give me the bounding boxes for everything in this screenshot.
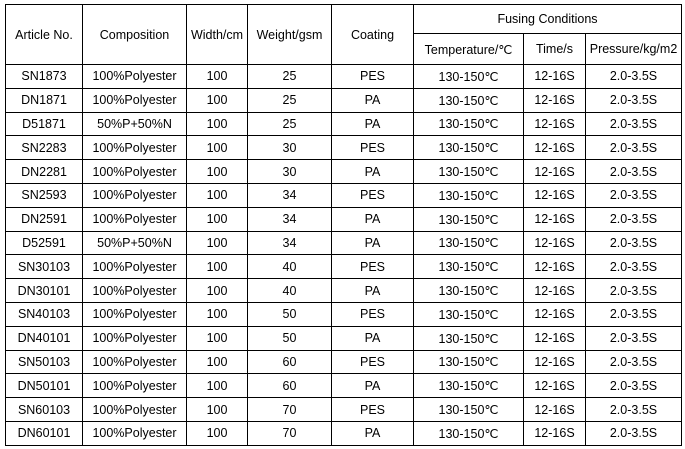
cell-temperature: 130-150℃ <box>414 421 524 445</box>
header-coating: Coating <box>332 5 414 65</box>
cell-article-no: SN2593 <box>6 183 83 207</box>
header-pressure: Pressure/kg/m2 <box>586 34 682 65</box>
cell-width: 100 <box>187 421 248 445</box>
cell-coating: PA <box>332 112 414 136</box>
header-temperature: Temperature/℃ <box>414 34 524 65</box>
cell-coating: PES <box>332 255 414 279</box>
cell-time: 12-16S <box>524 136 586 160</box>
table-row <box>6 136 682 160</box>
cell-weight: 34 <box>248 207 332 231</box>
cell-composition: 100%Polyester <box>83 421 187 445</box>
cell-temperature: 130-150℃ <box>414 302 524 326</box>
cell-article-no: SN2283 <box>6 136 83 160</box>
cell-coating: PES <box>332 302 414 326</box>
cell-pressure: 2.0-3.5S <box>586 207 682 231</box>
cell-width: 100 <box>187 112 248 136</box>
cell-coating: PA <box>332 207 414 231</box>
cell-composition: 100%Polyester <box>83 88 187 112</box>
cell-article-no: SN40103 <box>6 302 83 326</box>
cell-weight: 70 <box>248 421 332 445</box>
table-row <box>6 183 682 207</box>
cell-time: 12-16S <box>524 302 586 326</box>
cell-pressure: 2.0-3.5S <box>586 279 682 303</box>
cell-temperature: 130-150℃ <box>414 231 524 255</box>
cell-weight: 30 <box>248 160 332 184</box>
cell-composition: 100%Polyester <box>83 255 187 279</box>
cell-article-no: SN50103 <box>6 350 83 374</box>
cell-width: 100 <box>187 279 248 303</box>
cell-temperature: 130-150℃ <box>414 160 524 184</box>
cell-weight: 50 <box>248 326 332 350</box>
cell-weight: 34 <box>248 183 332 207</box>
cell-pressure: 2.0-3.5S <box>586 65 682 89</box>
cell-width: 100 <box>187 326 248 350</box>
cell-composition: 100%Polyester <box>83 374 187 398</box>
cell-weight: 25 <box>248 112 332 136</box>
cell-coating: PES <box>332 65 414 89</box>
cell-coating: PA <box>332 421 414 445</box>
cell-width: 100 <box>187 302 248 326</box>
header-composition: Composition <box>83 5 187 65</box>
cell-temperature: 130-150℃ <box>414 350 524 374</box>
cell-width: 100 <box>187 88 248 112</box>
cell-width: 100 <box>187 65 248 89</box>
cell-temperature: 130-150℃ <box>414 207 524 231</box>
interlining-spec-table <box>5 4 682 446</box>
table-row <box>6 207 682 231</box>
table-row <box>6 88 682 112</box>
cell-coating: PES <box>332 136 414 160</box>
cell-article-no: DN40101 <box>6 326 83 350</box>
cell-article-no: D51871 <box>6 112 83 136</box>
cell-pressure: 2.0-3.5S <box>586 350 682 374</box>
header-article-no: Article No. <box>6 5 83 65</box>
cell-time: 12-16S <box>524 183 586 207</box>
table-row <box>6 255 682 279</box>
cell-temperature: 130-150℃ <box>414 112 524 136</box>
cell-weight: 40 <box>248 279 332 303</box>
cell-coating: PES <box>332 350 414 374</box>
cell-article-no: SN60103 <box>6 398 83 422</box>
cell-article-no: DN30101 <box>6 279 83 303</box>
table-row <box>6 421 682 445</box>
table-row <box>6 374 682 398</box>
cell-temperature: 130-150℃ <box>414 279 524 303</box>
cell-time: 12-16S <box>524 326 586 350</box>
cell-pressure: 2.0-3.5S <box>586 231 682 255</box>
cell-composition: 50%P+50%N <box>83 112 187 136</box>
cell-composition: 100%Polyester <box>83 302 187 326</box>
cell-coating: PA <box>332 160 414 184</box>
cell-temperature: 130-150℃ <box>414 374 524 398</box>
cell-time: 12-16S <box>524 112 586 136</box>
cell-time: 12-16S <box>524 350 586 374</box>
cell-width: 100 <box>187 183 248 207</box>
cell-composition: 100%Polyester <box>83 183 187 207</box>
table-row <box>6 231 682 255</box>
cell-width: 100 <box>187 374 248 398</box>
header-time: Time/s <box>524 34 586 65</box>
cell-article-no: DN2281 <box>6 160 83 184</box>
header-width: Width/cm <box>187 5 248 65</box>
cell-temperature: 130-150℃ <box>414 136 524 160</box>
cell-article-no: DN2591 <box>6 207 83 231</box>
cell-weight: 25 <box>248 88 332 112</box>
cell-width: 100 <box>187 231 248 255</box>
cell-composition: 100%Polyester <box>83 136 187 160</box>
table-row <box>6 302 682 326</box>
cell-weight: 34 <box>248 231 332 255</box>
table-row <box>6 326 682 350</box>
cell-composition: 50%P+50%N <box>83 231 187 255</box>
cell-pressure: 2.0-3.5S <box>586 326 682 350</box>
cell-composition: 100%Polyester <box>83 326 187 350</box>
cell-time: 12-16S <box>524 231 586 255</box>
cell-pressure: 2.0-3.5S <box>586 183 682 207</box>
cell-time: 12-16S <box>524 207 586 231</box>
cell-width: 100 <box>187 398 248 422</box>
cell-temperature: 130-150℃ <box>414 326 524 350</box>
cell-article-no: D52591 <box>6 231 83 255</box>
cell-width: 100 <box>187 136 248 160</box>
cell-pressure: 2.0-3.5S <box>586 160 682 184</box>
cell-composition: 100%Polyester <box>83 279 187 303</box>
cell-article-no: DN1871 <box>6 88 83 112</box>
cell-temperature: 130-150℃ <box>414 255 524 279</box>
cell-article-no: SN1873 <box>6 65 83 89</box>
cell-temperature: 130-150℃ <box>414 398 524 422</box>
table-header <box>6 5 682 65</box>
cell-coating: PA <box>332 88 414 112</box>
cell-coating: PA <box>332 231 414 255</box>
cell-composition: 100%Polyester <box>83 65 187 89</box>
cell-width: 100 <box>187 207 248 231</box>
cell-weight: 25 <box>248 65 332 89</box>
cell-article-no: DN60101 <box>6 421 83 445</box>
header-weight: Weight/gsm <box>248 5 332 65</box>
cell-pressure: 2.0-3.5S <box>586 302 682 326</box>
cell-pressure: 2.0-3.5S <box>586 136 682 160</box>
table-row <box>6 65 682 89</box>
cell-weight: 60 <box>248 374 332 398</box>
cell-time: 12-16S <box>524 421 586 445</box>
cell-weight: 60 <box>248 350 332 374</box>
cell-width: 100 <box>187 255 248 279</box>
cell-composition: 100%Polyester <box>83 160 187 184</box>
cell-pressure: 2.0-3.5S <box>586 88 682 112</box>
cell-pressure: 2.0-3.5S <box>586 421 682 445</box>
table-body <box>6 65 682 446</box>
table-row <box>6 160 682 184</box>
cell-coating: PES <box>332 398 414 422</box>
cell-coating: PES <box>332 183 414 207</box>
table-row <box>6 350 682 374</box>
cell-weight: 40 <box>248 255 332 279</box>
cell-composition: 100%Polyester <box>83 207 187 231</box>
table-row <box>6 398 682 422</box>
cell-pressure: 2.0-3.5S <box>586 112 682 136</box>
cell-width: 100 <box>187 160 248 184</box>
cell-pressure: 2.0-3.5S <box>586 398 682 422</box>
cell-time: 12-16S <box>524 279 586 303</box>
cell-weight: 30 <box>248 136 332 160</box>
cell-article-no: SN30103 <box>6 255 83 279</box>
cell-time: 12-16S <box>524 65 586 89</box>
spec-sheet <box>5 4 682 446</box>
cell-coating: PA <box>332 279 414 303</box>
cell-temperature: 130-150℃ <box>414 65 524 89</box>
cell-time: 12-16S <box>524 374 586 398</box>
cell-pressure: 2.0-3.5S <box>586 255 682 279</box>
cell-temperature: 130-150℃ <box>414 183 524 207</box>
cell-temperature: 130-150℃ <box>414 88 524 112</box>
cell-time: 12-16S <box>524 255 586 279</box>
cell-weight: 70 <box>248 398 332 422</box>
cell-weight: 50 <box>248 302 332 326</box>
cell-composition: 100%Polyester <box>83 398 187 422</box>
table-row <box>6 279 682 303</box>
cell-pressure: 2.0-3.5S <box>586 374 682 398</box>
cell-coating: PA <box>332 374 414 398</box>
cell-coating: PA <box>332 326 414 350</box>
table-row <box>6 112 682 136</box>
cell-article-no: DN50101 <box>6 374 83 398</box>
cell-width: 100 <box>187 350 248 374</box>
cell-time: 12-16S <box>524 160 586 184</box>
cell-composition: 100%Polyester <box>83 350 187 374</box>
header-fusing-conditions: Fusing Conditions <box>414 5 682 34</box>
cell-time: 12-16S <box>524 398 586 422</box>
cell-time: 12-16S <box>524 88 586 112</box>
